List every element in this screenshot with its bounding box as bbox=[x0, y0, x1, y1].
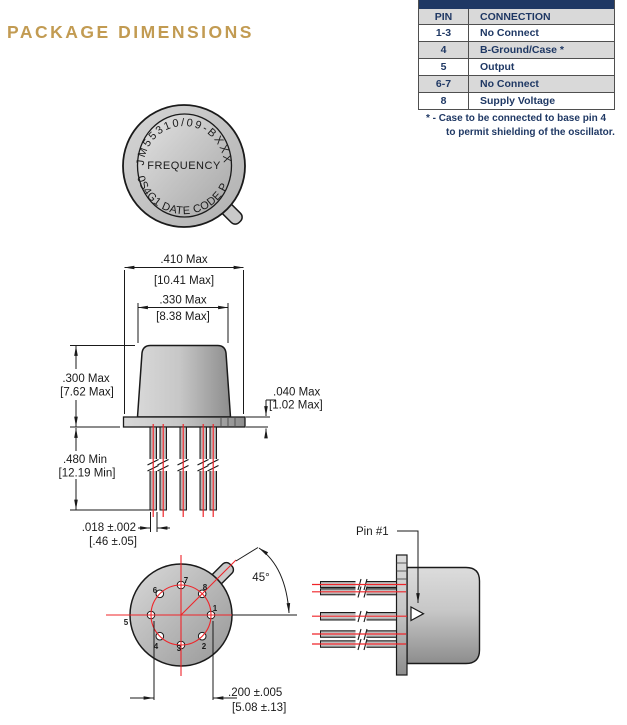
dim-flange-thick-mm: [1.02 Max] bbox=[269, 399, 323, 412]
front-view-pins bbox=[148, 424, 219, 517]
front-view-flange bbox=[124, 417, 246, 427]
dim-flange-width-in: .410 Max bbox=[160, 254, 208, 266]
top-view-drawing bbox=[123, 105, 245, 227]
pin-number: 4 bbox=[153, 642, 159, 651]
cell-pin: 6-7 bbox=[419, 76, 469, 92]
side-view-flange bbox=[397, 555, 408, 675]
dim-can-width-mm: [8.38 Max] bbox=[156, 311, 210, 323]
pin-number: 5 bbox=[123, 618, 129, 627]
part-number-arc-text: JM55310/09-BXXX bbox=[134, 116, 234, 166]
dim-pin-circle-in: .200 ±.005 bbox=[228, 687, 283, 699]
pin-number: 6 bbox=[152, 586, 158, 595]
header-connection: CONNECTION bbox=[480, 10, 551, 23]
dim-pin-dia-in: .018 ±.002 bbox=[81, 522, 136, 534]
frequency-label: FREQUENCY bbox=[147, 160, 221, 172]
dim-can-height-mm: [7.62 Max] bbox=[60, 386, 114, 399]
cell-connection: No Connect bbox=[480, 27, 539, 39]
cell-connection: Supply Voltage bbox=[480, 95, 556, 107]
dim-can-height-in: .300 Max bbox=[62, 373, 110, 385]
bottom-view-drawing bbox=[106, 548, 297, 715]
cell-pin: 1-3 bbox=[419, 25, 469, 41]
cell-pin: 5 bbox=[419, 59, 469, 75]
cell-connection: B-Ground/Case * bbox=[480, 44, 565, 56]
cell-pin: 4 bbox=[419, 42, 469, 58]
cell-connection: No Connect bbox=[480, 78, 539, 90]
dim-flange-width-mm: [10.41 Max] bbox=[153, 275, 215, 287]
cell-connection: Output bbox=[480, 61, 515, 73]
dim-pin-circle-mm: [5.08 ±.13] bbox=[232, 702, 287, 714]
bottom-view-labels bbox=[228, 572, 286, 714]
front-view-can-body bbox=[138, 346, 231, 418]
header-pin: PIN bbox=[419, 9, 469, 24]
pin-number: 8 bbox=[202, 583, 208, 592]
dim-flange-thick-in: .040 Max bbox=[273, 386, 321, 399]
date-code-arc-text: 0S4G1 DATE CODE P bbox=[134, 174, 231, 218]
footnote-line2: to permit shielding of the oscillator. bbox=[446, 127, 615, 138]
dim-pin-length-in: .480 Min bbox=[62, 454, 108, 466]
dim-can-width-in: .330 Max bbox=[159, 294, 207, 307]
page-title: PACKAGE DIMENSIONS bbox=[7, 22, 254, 42]
front-view-drawing bbox=[59, 254, 323, 548]
pin-number: 2 bbox=[201, 642, 207, 651]
dim-pin-length-mm: [12.19 Min] bbox=[58, 467, 116, 480]
pin-number: 7 bbox=[183, 576, 189, 585]
cell-pin: 8 bbox=[419, 93, 469, 109]
side-view-drawing bbox=[312, 526, 480, 675]
dim-pin-dia-mm: [.46 ±.05] bbox=[89, 536, 137, 548]
pin-number: 3 bbox=[176, 644, 182, 653]
angle-label: 45° bbox=[252, 572, 270, 584]
pin-number: 1 bbox=[212, 604, 218, 613]
side-view-pins bbox=[312, 579, 407, 650]
pin1-label: Pin #1 bbox=[356, 526, 389, 538]
footnote-line1: * - Case to be connected to base pin 4 bbox=[426, 113, 607, 124]
